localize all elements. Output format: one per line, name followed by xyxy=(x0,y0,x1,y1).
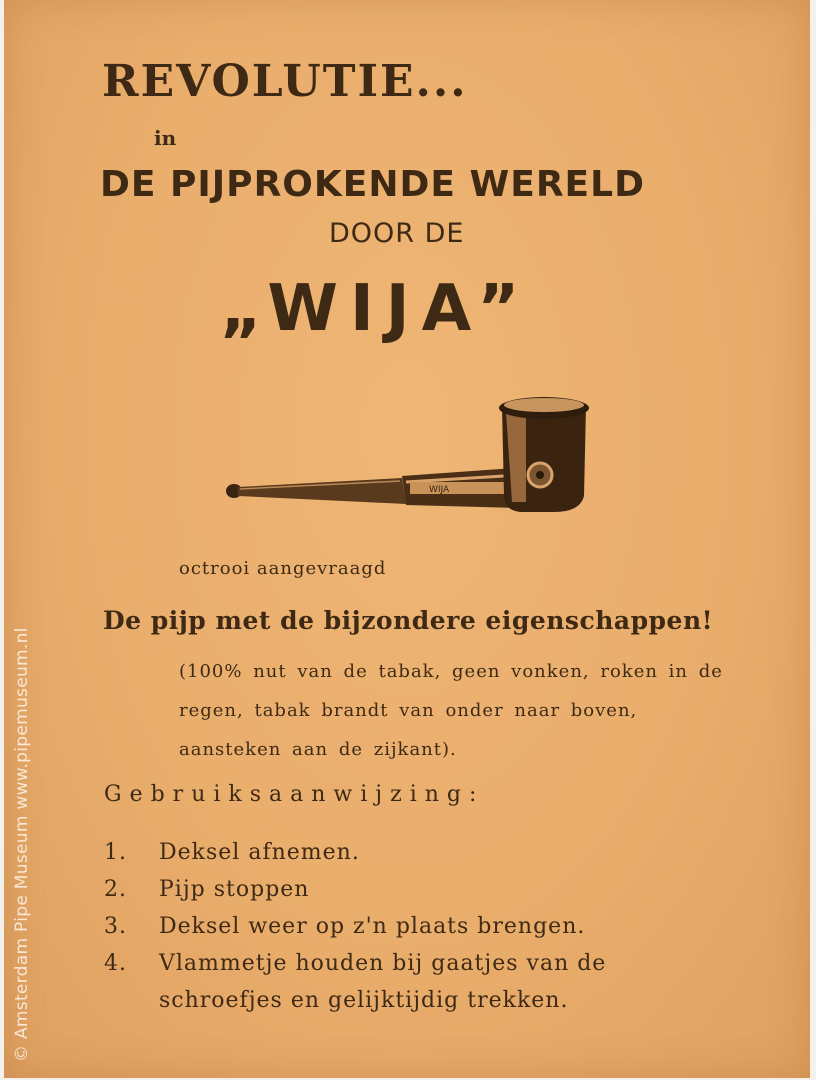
step-text: Deksel weer op z'n plaats brengen. xyxy=(159,914,586,939)
headline-pijprokende-wereld: DE PIJPROKENDE WERELD xyxy=(100,164,645,205)
headline-in: in xyxy=(154,126,177,150)
instruction-step xyxy=(104,908,724,945)
instruction-step xyxy=(104,871,724,908)
feature-description: (100% nut van de tabak, geen vonken, roken in de regen, tabak brandt van onder naar boven, aansteken aan de zijkant). xyxy=(179,661,723,760)
headline-door-de: DOOR DE xyxy=(329,218,465,249)
flyer-sheet xyxy=(4,0,810,1078)
step-text: Deksel afnemen. xyxy=(159,840,360,865)
instruction-step xyxy=(104,834,724,871)
tagline: De pijp met de bijzondere eigenschappen! xyxy=(103,606,714,635)
museum-watermark: © Amsterdam Pipe Museum www.pipemuseum.nl xyxy=(12,627,32,1062)
headline-revolutie: REVOLUTIE... xyxy=(102,56,468,107)
patent-note: octrooi aangevraagd xyxy=(179,558,387,579)
step-number: 2. xyxy=(104,877,127,902)
instructions-list xyxy=(104,834,724,1019)
pipe-illustration-icon xyxy=(224,392,594,517)
step-text: Pijp stoppen xyxy=(159,877,310,902)
pipe-stem-label: WIJA xyxy=(429,485,450,495)
step-text: Vlammetje houden bij gaatjes van de schroefjes en gelijktijdig trekken. xyxy=(159,951,607,1013)
instruction-step xyxy=(104,945,724,1019)
instructions-heading: Gebruiksaanwijzing: xyxy=(104,782,485,807)
step-number: 1. xyxy=(104,840,127,865)
step-number: 3. xyxy=(104,914,127,939)
step-number: 4. xyxy=(104,951,127,976)
brand-name: „WIJA” xyxy=(220,272,532,346)
